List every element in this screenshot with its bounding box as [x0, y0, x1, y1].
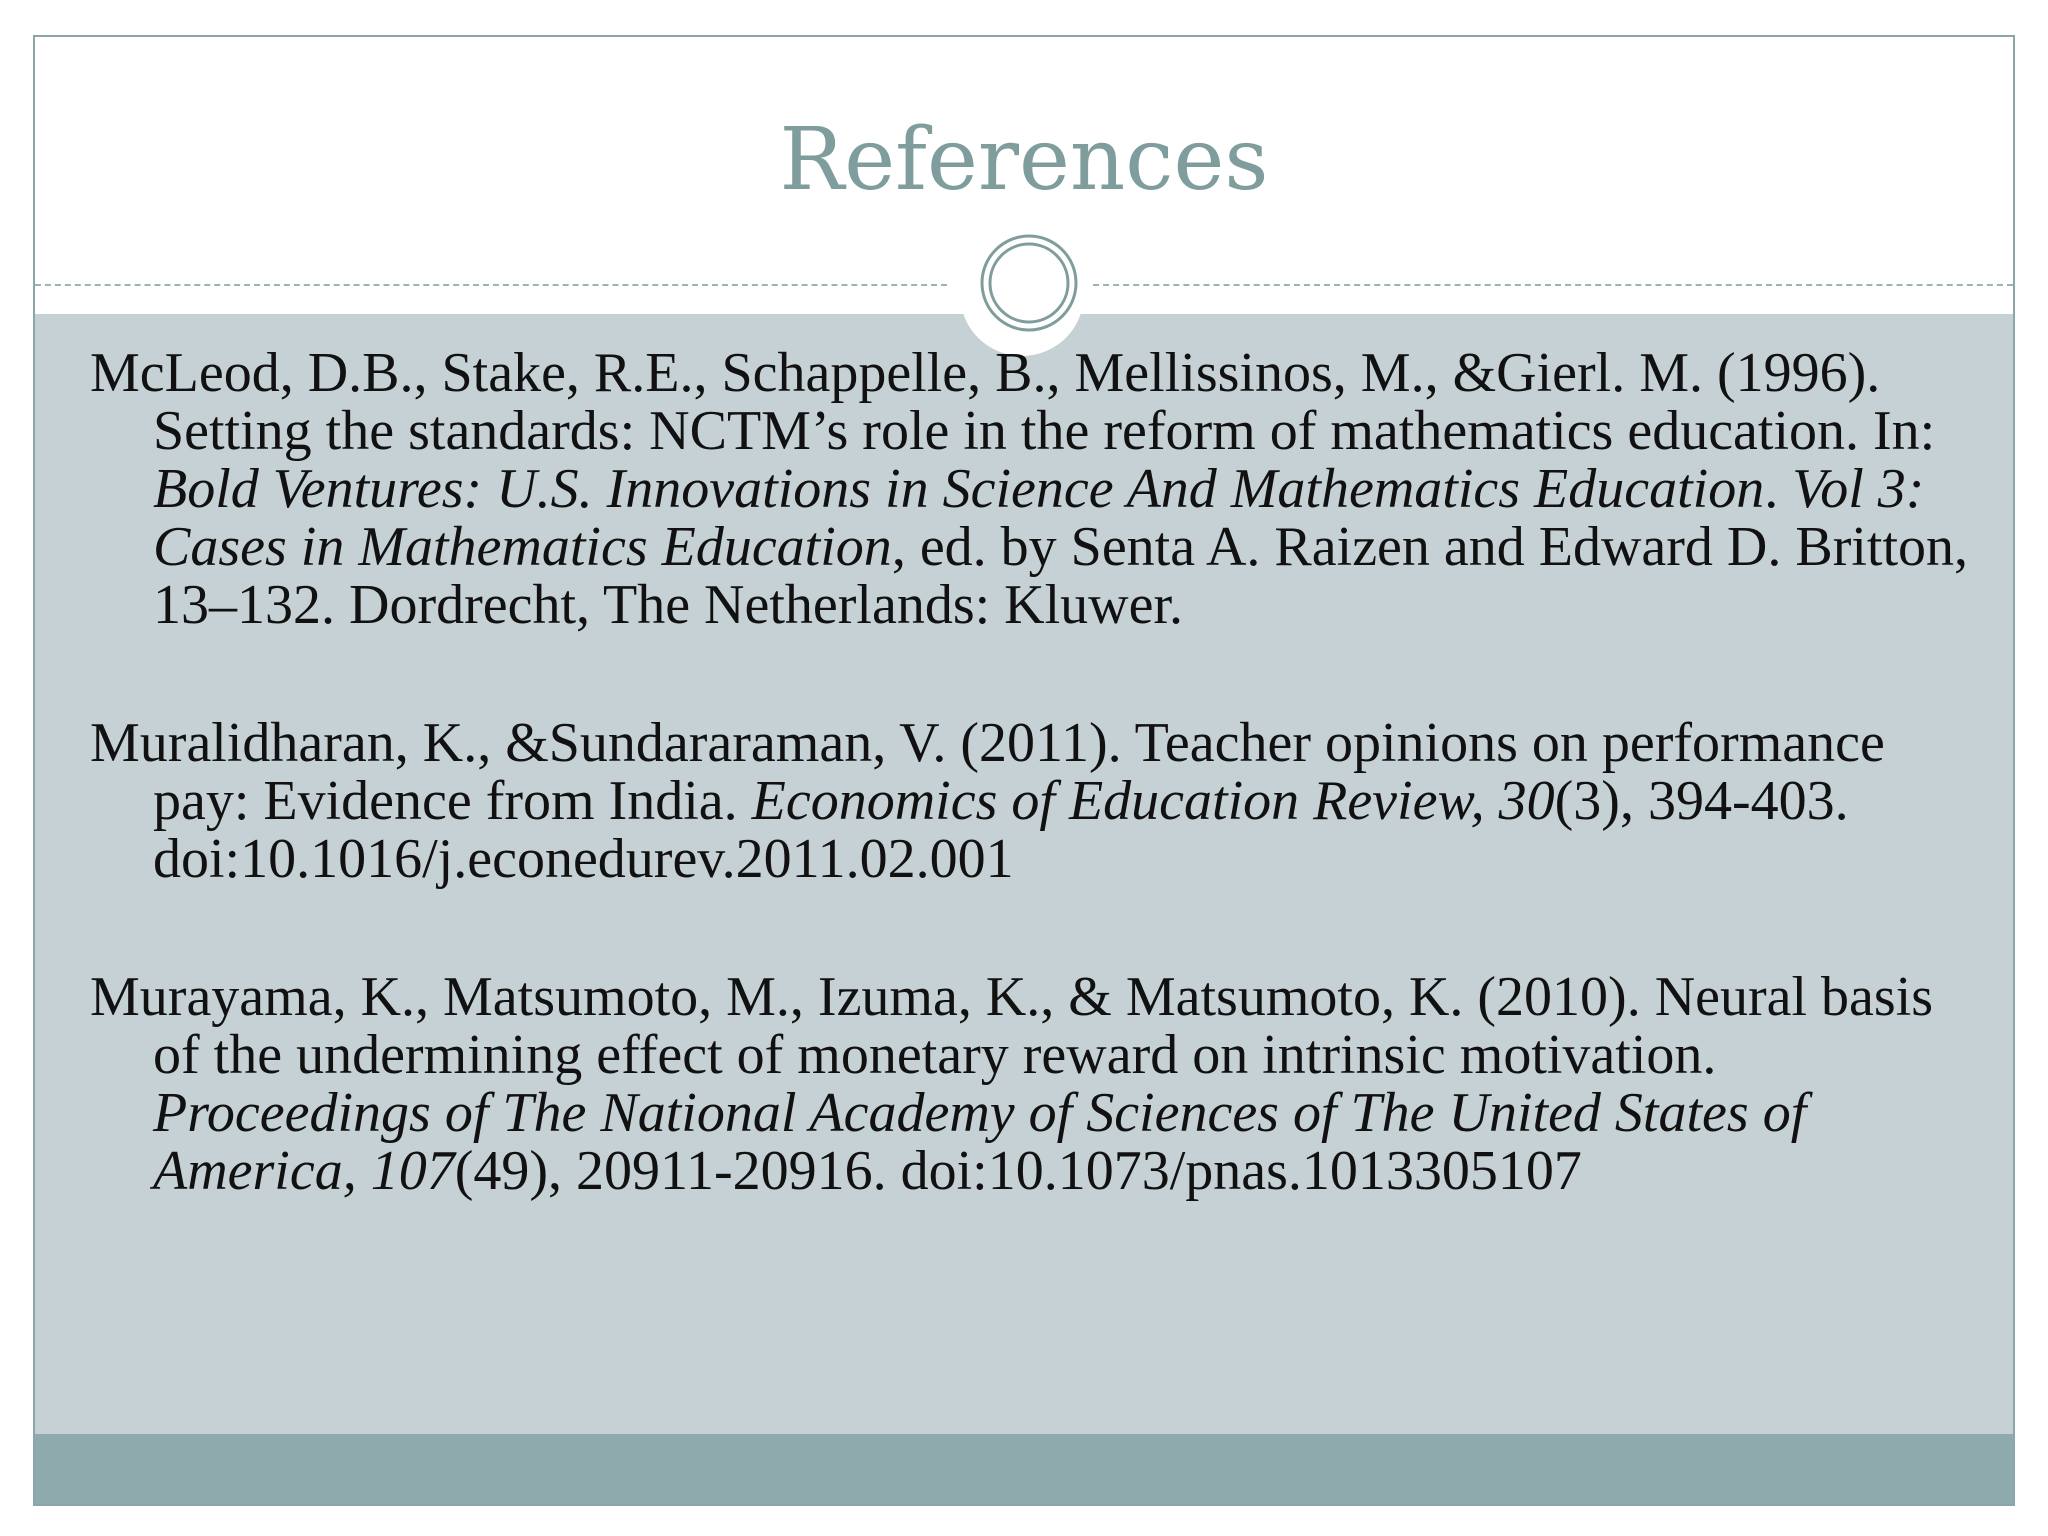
reference-text: Muralidharan, K., &Sundararaman, V. (2011). Teacher opinions on performance pay: Evidence from India. [90, 712, 1885, 832]
reference-text: (49), 20911-20916. doi:10.1073/pnas.1013305107 [454, 1140, 1582, 1202]
reference-source-title: Proceedings of The National Academy of Sciences of The United States of America, 107 [153, 1082, 1807, 1202]
title-divider-right [1093, 284, 2013, 286]
footer-band [35, 1434, 2013, 1506]
reference-text: McLeod, D.B., Stake, R.E., Schappelle, B., Mellissinos, M., &Gierl. M. (1996). Setting the standards: NCTM’s role in the reform of mathematics education. In: [90, 342, 1936, 462]
reference-item [90, 344, 1970, 634]
reference-text: . [1764, 458, 1793, 520]
reference-source-title: Vol 3: Cases in Mathematics Education [153, 458, 1925, 578]
reference-text: Murayama, K., Matsumoto, M., Izuma, K., & Matsumoto, K. (2010). Neural basis of the undermining effect of monetary reward on intrinsic motivation. [90, 966, 1934, 1086]
reference-source-title: Bold Ventures: U.S. Innovations in Science And Mathematics Education [153, 458, 1765, 520]
reference-item [90, 968, 1970, 1200]
reference-list [90, 344, 1970, 1280]
reference-text: (3), 394-403. doi:10.1016/j.econedurev.2011.02.001 [153, 770, 1849, 890]
slide-title: References [779, 110, 1269, 210]
reference-item [90, 714, 1970, 888]
slide [33, 35, 2015, 1506]
circle-ornament-icon [978, 232, 1080, 334]
title-divider-left [35, 284, 947, 286]
reference-text: , ed. by Senta A. Raizen and Edward D. Britton, 13–132. Dordrecht, The Netherlands: Kluwer. [153, 516, 1969, 636]
reference-source-title: Economics of Education Review, 30 [751, 770, 1555, 832]
